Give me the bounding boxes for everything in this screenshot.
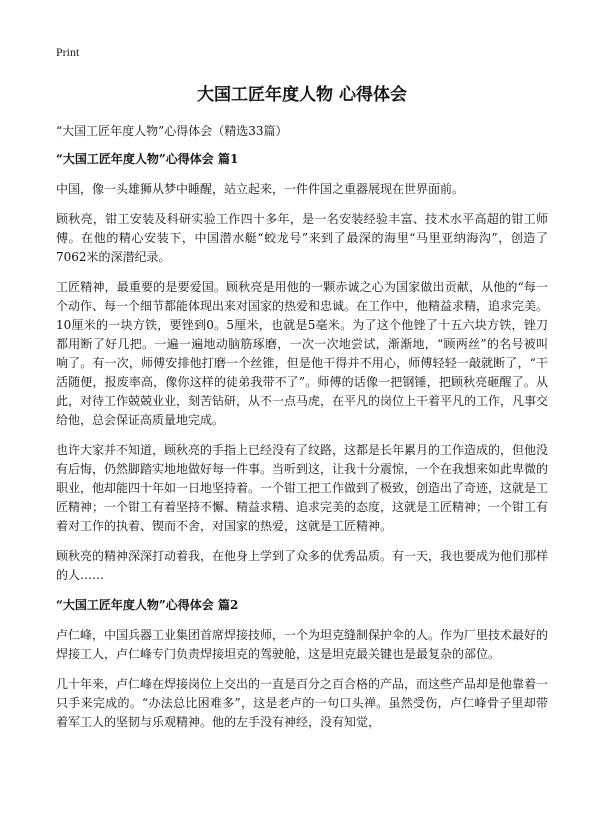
section-heading: “大国工匠年度人物”心得体会 篇1 [56,152,239,166]
paragraph: 中国，像一头雄狮从梦中睡醒，站立起来，一件件国之重器展现在世界面前。 [56,182,465,196]
paragraph: 工匠精神，最重要的是要爱国。顾秋亮是用他的一颗赤诚之心为国家做出贡献，从他的“每一个动作、每一个细节都能体现出来对国家的热爱和忠诚。在工作中，他精益求精，追求完美。10厘米的一块方铁，要锉到0。5厘米，也就是5毫米。为了这个他锉了十五六块方铁，锉刀都用断了好几把。一遍一遍地动脑筋琢磨，一次一次地尝试，渐渐地，“顾两丝”的名号被叫响了。有一次，师傅安排他打磨一个丝锥，但是他干得并不用心，师傅轻轻一敲就断了，“干活随便，报废率高，像你这样的徒弟我带不了”。师傅的话像一把钢锤，把顾秋亮砸醒了。从此，对待工作兢兢业业，刻苦钻研，从不一点马虎，在平凡的岗位上干着平凡的工作，凡事交给他，总会保证高质量地完成。 [56,280,549,427]
paragraph: 顾秋亮，钳工安装及科研实验工作四十多年，是一名安装经验丰富、技术水平高超的钳工师傅。在他的精心安装下，中国潜水艇“蛟龙号”来到了最深的海里“马里亚纳海沟”，创造了7062米的深潜纪录。 [56,212,548,264]
section-1 [56,150,548,585]
document-subtitle: “大国工匠年度人物”心得体会（精选33篇） [56,124,288,138]
document-title: 大国工匠年度人物 心得体会 [197,85,407,105]
paragraph: 也许大家并不知道，顾秋亮的手指上已经没有了纹路，这都是长年累月的工作造成的，但他没有后悔，仍然脚踏实地地做好每一件事。当听到这，让我十分震惊，一个在我想来如此卑微的职业，他却能四十年如一日地坚持着。一个钳工把工作做到了极致，创造出了奇迹，这就是工匠精神；一个钳工有着坚持不懈、精益求精、追求完美的态度，这就是工匠精神；一个钳工有着对工作的执着、锲而不舍，对国家的热爱，这就是工匠精神。 [56,443,549,533]
print-label[interactable]: Print [56,45,80,59]
section-heading: “大国工匠年度人物”心得体会 篇2 [56,598,239,612]
paragraph: 顾秋亮的精神深深打动着我，在他身上学到了众多的优秀品质。有一天，我也要成为他们那样的人…… [56,549,549,582]
document-page [56,44,548,743]
paragraph: 卢仁峰，中国兵器工业集团首席焊接技师，一个为坦克缝制保护伞的人。作为厂里技术最好的焊接工人，卢仁峰专门负责焊接坦克的驾驶舱，这是坦克最关键也是最复杂的部位。 [56,628,549,661]
paragraph: 几十年来，卢仁峰在焊接岗位上交出的一直是百分之百合格的产品，而这些产品却是他靠着一只手来完成的。“办法总比困难多”，这是老卢的一句口头禅。虽然受伤，卢仁峰骨子里却带着军工人的坚韧与乐观精神。他的左手没有神经，没有知觉， [56,677,549,729]
section-2 [56,596,548,732]
